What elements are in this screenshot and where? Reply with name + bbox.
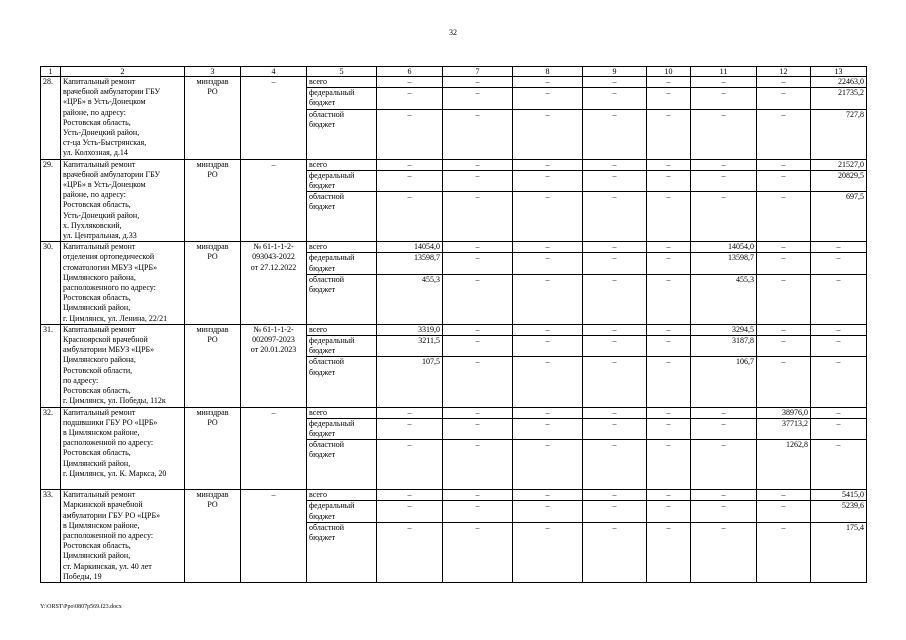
amount-cell: –	[377, 170, 443, 191]
amount-cell: 106,7	[691, 357, 757, 407]
amount-cell: –	[691, 407, 757, 418]
amount-cell: –	[583, 77, 647, 88]
amount-cell: 13598,7	[377, 253, 443, 274]
column-header: 8	[513, 67, 583, 77]
amount-cell: –	[513, 324, 583, 335]
amount-cell: 175,4	[811, 522, 867, 582]
amount-cell: –	[513, 418, 583, 439]
amount-cell: –	[757, 242, 811, 253]
column-header: 2	[61, 67, 185, 77]
amount-cell: –	[377, 77, 443, 88]
amount-cell: –	[443, 324, 513, 335]
amount-cell: 14054,0	[377, 242, 443, 253]
amount-cell: –	[757, 490, 811, 501]
amount-cell: 455,3	[691, 274, 757, 324]
amount-cell: –	[513, 407, 583, 418]
amount-cell: –	[757, 522, 811, 582]
amount-cell: –	[443, 192, 513, 242]
table-row	[41, 242, 867, 253]
funding-source: областной бюджет	[307, 357, 377, 407]
customer: минздрав РО	[185, 242, 241, 325]
document-reference: –	[241, 490, 307, 583]
amount-cell: –	[757, 336, 811, 357]
amount-cell: –	[691, 77, 757, 88]
amount-cell: 5239,6	[811, 501, 867, 522]
column-header: 1	[41, 67, 61, 77]
table-row	[41, 324, 867, 335]
amount-cell: –	[647, 324, 691, 335]
row-number: 30.	[41, 242, 61, 325]
amount-cell: 697,5	[811, 192, 867, 242]
amount-cell: –	[691, 522, 757, 582]
customer: минздрав РО	[185, 159, 241, 242]
amount-cell: –	[757, 253, 811, 274]
amount-cell: –	[377, 440, 443, 490]
amount-cell: –	[583, 242, 647, 253]
amount-cell: 3294,5	[691, 324, 757, 335]
amount-cell: –	[443, 242, 513, 253]
amount-cell: –	[691, 109, 757, 159]
amount-cell: –	[757, 109, 811, 159]
program-table	[40, 66, 867, 583]
amount-cell: –	[513, 170, 583, 191]
customer: минздрав РО	[185, 324, 241, 407]
amount-cell: –	[691, 170, 757, 191]
amount-cell: –	[811, 440, 867, 490]
amount-cell: –	[691, 88, 757, 109]
amount-cell: –	[513, 159, 583, 170]
amount-cell: –	[647, 253, 691, 274]
amount-cell: 1262,8	[757, 440, 811, 490]
amount-cell: –	[443, 109, 513, 159]
object-name: Капитальный ремонт врачебной амбулатории ГБУ «ЦРБ» в Усть-Донецком районе, по адресу: Ростовская область, Усть-Донецкий район, х. Пухляковский, ул. Центральная, д.33	[61, 159, 185, 242]
amount-cell: –	[377, 159, 443, 170]
amount-cell: –	[583, 159, 647, 170]
amount-cell: –	[443, 490, 513, 501]
amount-cell: 3319,0	[377, 324, 443, 335]
amount-cell: –	[811, 324, 867, 335]
amount-cell: 37713,2	[757, 418, 811, 439]
amount-cell: –	[443, 274, 513, 324]
amount-cell: –	[811, 357, 867, 407]
document-reference: –	[241, 77, 307, 160]
funding-source: федеральный бюджет	[307, 170, 377, 191]
amount-cell: –	[443, 440, 513, 490]
amount-cell: 14054,0	[691, 242, 757, 253]
amount-cell: 107,5	[377, 357, 443, 407]
amount-cell: –	[377, 109, 443, 159]
amount-cell: –	[583, 336, 647, 357]
row-number: 33.	[41, 490, 61, 583]
amount-cell: –	[647, 501, 691, 522]
funding-source: всего	[307, 77, 377, 88]
column-header: 13	[811, 67, 867, 77]
amount-cell: –	[513, 88, 583, 109]
amount-cell: –	[583, 88, 647, 109]
amount-cell: –	[647, 522, 691, 582]
amount-cell: –	[583, 501, 647, 522]
funding-source: областной бюджет	[307, 522, 377, 582]
amount-cell: 20829,5	[811, 170, 867, 191]
column-header: 12	[757, 67, 811, 77]
row-number: 29.	[41, 159, 61, 242]
amount-cell: –	[513, 253, 583, 274]
amount-cell: –	[583, 192, 647, 242]
column-header-row	[41, 67, 867, 77]
amount-cell: 3211,5	[377, 336, 443, 357]
amount-cell: –	[647, 77, 691, 88]
amount-cell: –	[443, 77, 513, 88]
amount-cell: –	[513, 109, 583, 159]
amount-cell: –	[513, 77, 583, 88]
object-name: Капитальный ремонт Маркинской врачебной амбулатории ГБУ РО «ЦРБ» в Цимлянском районе, расположенной по адресу: Ростовская область, Цимлянский район, ст. Маркинская, ул. 40 лет Победы, 19	[61, 490, 185, 583]
column-header: 3	[185, 67, 241, 77]
column-header: 7	[443, 67, 513, 77]
table-row	[41, 490, 867, 501]
funding-source: федеральный бюджет	[307, 88, 377, 109]
column-header: 11	[691, 67, 757, 77]
file-path-footer: Y:\ORST\Ppo\0807p569.f23.docx	[40, 604, 122, 610]
amount-cell: –	[513, 490, 583, 501]
amount-cell: –	[377, 192, 443, 242]
amount-cell: –	[757, 324, 811, 335]
amount-cell: –	[583, 274, 647, 324]
amount-cell: 21527,0	[811, 159, 867, 170]
funding-source: областной бюджет	[307, 109, 377, 159]
document-reference: № 61-1-1-2- 002097-2023 от 20.01.2023	[241, 324, 307, 407]
amount-cell: –	[811, 407, 867, 418]
funding-source: всего	[307, 407, 377, 418]
amount-cell: –	[377, 522, 443, 582]
document-reference: № 61-1-1-2- 093043-2022 от 27.12.2022	[241, 242, 307, 325]
amount-cell: –	[647, 159, 691, 170]
amount-cell: –	[583, 440, 647, 490]
document-reference: –	[241, 159, 307, 242]
amount-cell: –	[811, 274, 867, 324]
row-number: 28.	[41, 77, 61, 160]
amount-cell: –	[583, 407, 647, 418]
object-name: Капитальный ремонт отделения ортопедической стоматологии МБУЗ «ЦРБ» Цимлянского района, расположенного по адресу: Ростовская область, Цимлянский район, г. Цимлянск, ул. Ленина, 22/21	[61, 242, 185, 325]
amount-cell: –	[811, 336, 867, 357]
funding-source: всего	[307, 324, 377, 335]
object-name: Капитальный ремонт подшвшики ГБУ РО «ЦРБ» в Цимлянском районе, расположенной по адресу: Ростовская область, Цимлянский район, г. Цимлянск, ул. К. Маркса, 20	[61, 407, 185, 490]
amount-cell: 21735,2	[811, 88, 867, 109]
column-header: 10	[647, 67, 691, 77]
amount-cell: –	[377, 407, 443, 418]
amount-cell: –	[647, 192, 691, 242]
amount-cell: 13598,7	[691, 253, 757, 274]
customer: минздрав РО	[185, 77, 241, 160]
amount-cell: –	[757, 274, 811, 324]
amount-cell: –	[647, 242, 691, 253]
amount-cell: –	[377, 88, 443, 109]
amount-cell: –	[757, 77, 811, 88]
funding-source: всего	[307, 159, 377, 170]
funding-source: областной бюджет	[307, 274, 377, 324]
table-row	[41, 159, 867, 170]
row-number: 31.	[41, 324, 61, 407]
document-reference: –	[241, 407, 307, 490]
amount-cell: –	[443, 407, 513, 418]
amount-cell: –	[757, 192, 811, 242]
page-number: 32	[449, 28, 457, 37]
amount-cell: –	[513, 274, 583, 324]
funding-source: областной бюджет	[307, 192, 377, 242]
amount-cell: –	[691, 501, 757, 522]
amount-cell: –	[647, 170, 691, 191]
amount-cell: –	[647, 490, 691, 501]
amount-cell: –	[647, 109, 691, 159]
amount-cell: 455,3	[377, 274, 443, 324]
amount-cell: –	[691, 418, 757, 439]
amount-cell: –	[443, 170, 513, 191]
amount-cell: –	[443, 357, 513, 407]
amount-cell: 3187,8	[691, 336, 757, 357]
amount-cell: –	[513, 336, 583, 357]
amount-cell: –	[443, 522, 513, 582]
amount-cell: –	[691, 490, 757, 501]
amount-cell: –	[811, 418, 867, 439]
amount-cell: –	[443, 88, 513, 109]
amount-cell: –	[647, 336, 691, 357]
funding-source: областной бюджет	[307, 440, 377, 490]
amount-cell: –	[583, 357, 647, 407]
amount-cell: –	[377, 501, 443, 522]
amount-cell: 22463,0	[811, 77, 867, 88]
amount-cell: –	[647, 407, 691, 418]
column-header: 6	[377, 67, 443, 77]
amount-cell: –	[691, 192, 757, 242]
amount-cell: –	[583, 324, 647, 335]
table-row	[41, 407, 867, 418]
funding-source: всего	[307, 242, 377, 253]
amount-cell: –	[757, 159, 811, 170]
amount-cell: 38976,0	[757, 407, 811, 418]
amount-cell: –	[513, 440, 583, 490]
funding-source: федеральный бюджет	[307, 501, 377, 522]
column-header: 5	[307, 67, 377, 77]
amount-cell: –	[647, 418, 691, 439]
amount-cell: –	[513, 501, 583, 522]
customer: минздрав РО	[185, 407, 241, 490]
amount-cell: –	[811, 253, 867, 274]
amount-cell: –	[513, 242, 583, 253]
amount-cell: –	[757, 501, 811, 522]
amount-cell: –	[583, 418, 647, 439]
column-header: 4	[241, 67, 307, 77]
column-header: 9	[583, 67, 647, 77]
amount-cell: –	[757, 170, 811, 191]
funding-source: федеральный бюджет	[307, 253, 377, 274]
amount-cell: –	[513, 357, 583, 407]
amount-cell: 5415,0	[811, 490, 867, 501]
amount-cell: –	[691, 159, 757, 170]
amount-cell: –	[443, 336, 513, 357]
amount-cell: –	[443, 253, 513, 274]
amount-cell: –	[443, 418, 513, 439]
amount-cell: –	[583, 522, 647, 582]
table-row	[41, 77, 867, 88]
amount-cell: –	[811, 242, 867, 253]
object-name: Капитальный ремонт Красноярской врачебной амбулатории МБУЗ «ЦРБ» Цимлянского района, Ростовской области, по адресу: Ростовская область, г. Цимлянск, ул. Победы, 112к	[61, 324, 185, 407]
amount-cell: 727,8	[811, 109, 867, 159]
amount-cell: –	[647, 440, 691, 490]
funding-source: федеральный бюджет	[307, 418, 377, 439]
amount-cell: –	[513, 192, 583, 242]
amount-cell: –	[583, 253, 647, 274]
funding-source: федеральный бюджет	[307, 336, 377, 357]
amount-cell: –	[647, 357, 691, 407]
amount-cell: –	[647, 88, 691, 109]
object-name: Капитальный ремонт врачебной амбулатории ГБУ «ЦРБ» в Усть-Донецком районе, по адресу: Ростовская область, Усть-Донецкий район, ст-ца Усть-Быстрянская, ул. Колхозная, д.14	[61, 77, 185, 160]
amount-cell: –	[443, 159, 513, 170]
row-number: 32.	[41, 407, 61, 490]
customer: минздрав РО	[185, 490, 241, 583]
amount-cell: –	[757, 357, 811, 407]
funding-source: всего	[307, 490, 377, 501]
amount-cell: –	[513, 522, 583, 582]
amount-cell: –	[377, 490, 443, 501]
amount-cell: –	[647, 274, 691, 324]
amount-cell: –	[583, 490, 647, 501]
amount-cell: –	[757, 88, 811, 109]
table-body	[41, 67, 867, 583]
amount-cell: –	[691, 440, 757, 490]
amount-cell: –	[377, 418, 443, 439]
amount-cell: –	[583, 109, 647, 159]
amount-cell: –	[443, 501, 513, 522]
amount-cell: –	[583, 170, 647, 191]
